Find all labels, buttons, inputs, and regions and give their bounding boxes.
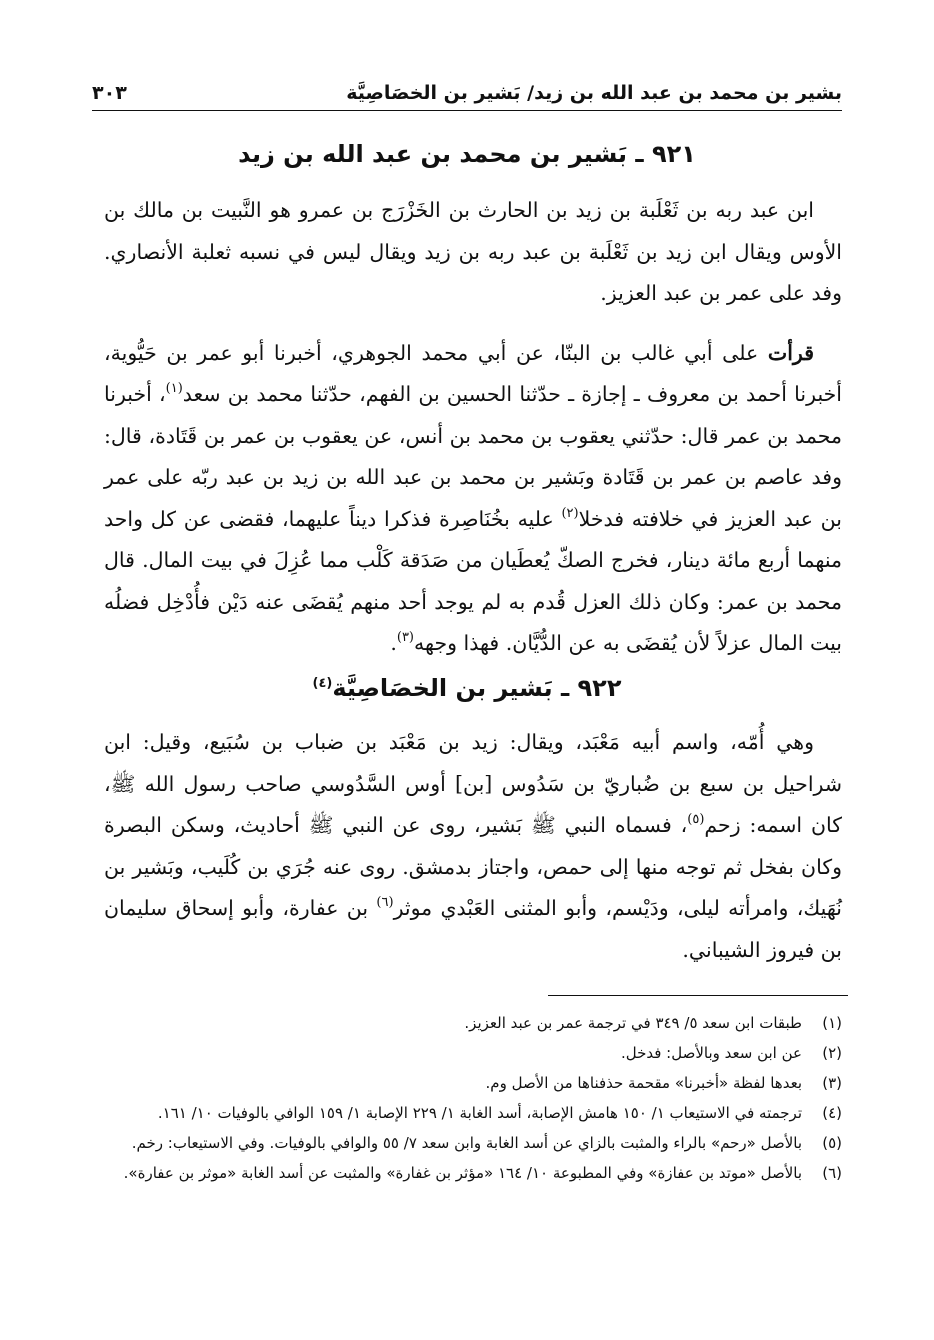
footnote-1 [92, 1008, 842, 1038]
footnote-text: طبقات ابن سعد ٥/ ٣٤٩ في ترجمة عمر بن عبد العزيز. [464, 1014, 802, 1032]
footnote-ref-2[interactable]: (٢) [561, 505, 579, 521]
footnote-text: بالأصل «رحم» بالراء والمثبت بالزاي عن أسد الغابة وابن سعد ٧/ ٥٥ والوافي بالوفيات. وفي الاستيعاب: رخم. [131, 1134, 802, 1152]
entry-922-title-text: ٩٢٢ ـ بَشير بن الخصَاصِيَّة [332, 674, 622, 702]
running-title: بشير بن محمد بن عبد الله بن زيد/ بَشير بن الخصَاصِيَّة [346, 82, 842, 104]
footnote-ref-1[interactable]: (١) [165, 381, 183, 396]
footnotes [92, 1008, 842, 1188]
footnote-number: (٢) [822, 1044, 842, 1062]
footnote-number: (٤) [822, 1104, 842, 1122]
running-header [92, 70, 842, 104]
entry-922-title [92, 674, 842, 702]
paragraph-text: ، فسماه النبي ﷺ بَشير، روى عن النبي ﷺ أحاديث، وسكن البصرة وكان بفخل ثم توجه منها إلى حمص، واجتاز بدمشق. روى عنه جُرَي بن كُلَيب، وبَشير بن نُهَيك، وامرأته ليلى، ودَيْسم، وأبو المثنى العَبْدي موثر [104, 813, 842, 920]
footnote-rule [548, 995, 848, 996]
footnote-4 [92, 1098, 842, 1128]
footnote-6 [92, 1158, 842, 1188]
footnote-ref-4[interactable]: (٤) [312, 676, 333, 691]
footnote-2 [92, 1038, 842, 1068]
footnote-number: (٥) [822, 1134, 842, 1152]
page-number: ٣٠٣ [92, 82, 127, 104]
footnote-text: ترجمته في الاستيعاب ١/ ١٥٠ هامش الإصابة، أسد الغابة ١/ ٢٢٩ الإصابة ١/ ١٥٩ الوافي بالوفيات ١٠/ ١٦١. [157, 1104, 802, 1122]
footnote-number: (١) [822, 1014, 842, 1032]
paragraph-text: ، أخبرنا محمد بن عمر قال: حدّثني يعقوب بن محمد بن أنس، عن يعقوب بن عمر بن قَتَادة، قال: وفد عاصم بن عمر بن قَتَادة وبَشير بن محمد بن عبد الله بن زيد بن عبد ربّه على عمر بن عبد العزيز في خلافته فدخلا [104, 382, 842, 531]
entry-921-body [104, 190, 842, 665]
footnote-number: (٣) [822, 1074, 842, 1092]
footnote-3 [92, 1068, 842, 1098]
footnote-number: (٦) [822, 1164, 842, 1182]
entry-922-body [104, 722, 842, 971]
entry-921-paragraph-2 [104, 333, 842, 665]
entry-922-paragraph [104, 722, 842, 971]
entry-921-title: ٩٢١ ـ بَشير بن محمد بن عبد الله بن زيد [238, 140, 696, 168]
footnote-ref-3[interactable]: (٣) [396, 630, 414, 645]
footnote-5 [92, 1128, 842, 1158]
footnote-ref-5[interactable]: (٥) [687, 812, 705, 827]
footnote-ref-6[interactable]: (٦) [376, 895, 394, 910]
footnote-text: بعدها لفظة «أخبرنا» مقحمة حذفناها من الأصل وم. [485, 1074, 802, 1092]
paragraph-text: وهي أُمّه، واسم أبيه مَعْبَد، ويقال: زيد بن مَعْبَد بن ضباب بن سُبَيع، وقيل: ابن شراحيل بن سبع بن ضُباريّ بن سَدُوس [بن] أوس السَّدُوسي صاحب رسول الله ﷺ، كان اسمه: زحم [104, 730, 843, 837]
paragraph-text: عليه بخُنَاصِرة فذكرا ديناً عليهما، فقضى عن كل واحد منهما أربع مائة دينار، فخرج الصكّ يُعطَيان من صَدَقة كَلْب مما عُزِلَ في بيت المال. قال محمد بن عمر: وكان ذلك العزل قُدم به لم يوجد أحد منهم يُقضَى عنه دَيْن فأُدْخِل فضلُه بيت المال عزلاً لأن يُقضَى به عن الدُّيَّان. فهذا وجهه [104, 506, 842, 655]
footnote-text: بالأصل «موتد بن عفازة» وفي المطبوعة ١٠/ ١٦٤ «مؤثر بن غفارة» والمثبت عن أسد الغابة «موثر بن عفارة». [123, 1164, 802, 1182]
paragraph-text: على أبي غالب بن البنّا، عن أبي محمد الجوهري، أخبرنا أبو عمر بن حَيُّوية، أخبرنا أحمد بن معروف ـ إجازة ـ حدّثنا الحسين بن الفهم، حدّثنا محمد بن سعد [104, 340, 843, 406]
entry-921-paragraph-1: ابن عبد ربه بن ثَعْلَبة بن زيد بن الحارث بن الخَزْرَج بن عمرو هو النَّبيت بن مالك بن الأوس ويقال ابن زيد بن ثَعْلَبة بن عبد ربه بن زيد ويقال ليس في نسبه ثعلبة الأنصاري. وفد على عمر بن عبد العزيز. [104, 198, 842, 305]
footnote-text: عن ابن سعد وبالأصل: فدخل. [620, 1044, 802, 1062]
lead-word: قرأت [767, 340, 814, 365]
header-rule [92, 110, 842, 111]
paragraph-text: . [390, 631, 397, 655]
paragraph-text: بن عفارة، وأبو إسحاق سليمان بن فيروز الشيباني. [104, 896, 842, 962]
